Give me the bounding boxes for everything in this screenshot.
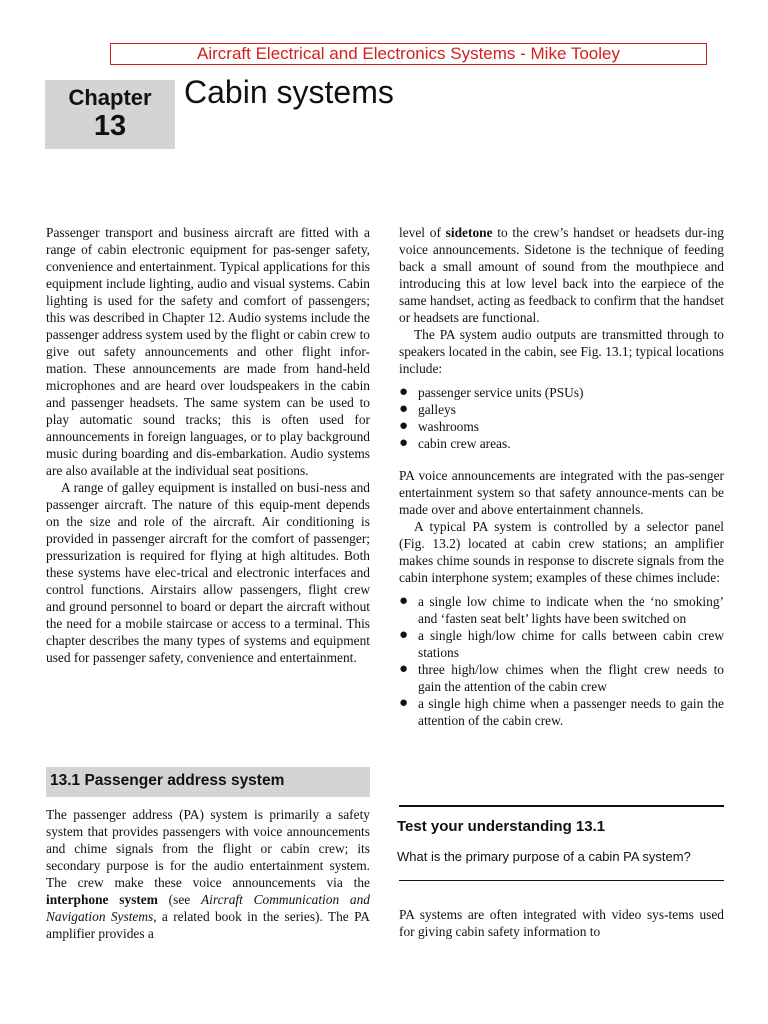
- list-item: ● galleys: [399, 401, 456, 417]
- list-item: ● passenger service units (PSUs): [399, 384, 584, 400]
- list-item: ● cabin crew areas.: [399, 435, 511, 451]
- book-header-banner: [110, 43, 707, 65]
- bullet-icon: ●: [399, 593, 409, 609]
- bullet-icon: ●: [399, 401, 409, 417]
- chapter-word: Chapter: [68, 85, 152, 110]
- list-item: ● a single high/low chime for calls between cabin crew stations: [399, 627, 724, 660]
- chimes-list: [399, 593, 724, 729]
- test-your-understanding-box: [399, 805, 724, 881]
- selector-panel-paragraph: A typical PA system is controlled by a selector panel (Fig. 13.2) located at cabin crew stations; an amplifier makes chime sounds in response to discrete signals from the cabin interphone system; examples of these chimes include:: [399, 519, 724, 585]
- test-box-question: What is the primary purpose of a cabin PA system?: [397, 849, 691, 864]
- bullet-icon: ●: [399, 435, 409, 451]
- bullet-icon: ●: [399, 627, 409, 643]
- left-column: [46, 224, 370, 666]
- test-box-title: Test your understanding 13.1: [397, 818, 606, 835]
- right-column: [399, 224, 724, 744]
- intro-paragraph-1: Passenger transport and business aircraft are fitted with a range of cabin electronic equipment for pas-senger safety, convenience and entertainment. Typical applications for this equipment include lighting, audio and visual systems. Cabin lighting is used for the safety and comfort of passengers; this was described in Chapter 12. Audio systems include the passenger address system used by the flight or cabin crew to give out safety announcements and other flight infor-mation. These announcements are made from hand-held microphones and are heard over loudspeakers in the cabin and passenger headsets. The same system can be used to play automatic sound tracks; this is often used for announcements in foreign languages, or to play background music during boarding and dis-embarkation. Audio systems are also available at the individual seat positions.: [46, 225, 370, 478]
- pa-intro-paragraph: [46, 806, 370, 942]
- integration-paragraph: PA voice announcements are integrated with the pas-senger entertainment system so that safety announce-ments can be made over and above entertainment channels.: [399, 468, 724, 517]
- bullet-icon: ●: [399, 695, 409, 711]
- list-item: ● a single high chime when a passenger needs to gain the attention of the cabin crew.: [399, 695, 724, 728]
- interphone-term: interphone system: [46, 892, 158, 907]
- bullet-icon: ●: [399, 661, 409, 677]
- sidetone-text-b: to the crew’s handset or headsets dur-ing voice announcements. Sidetone is the technique of feeding back a small amount of sound from the mouthpiece and introducing this at low level back into the earpiece of the same handset, acting as feedback to confirm that the handset or headsets are functional.: [399, 225, 724, 325]
- list-item: ● three high/low chimes when the flight crew needs to gain the attention of the cabin crew: [399, 661, 724, 694]
- bullet-icon: ●: [399, 384, 409, 400]
- pa-outputs-paragraph: The PA system audio outputs are transmitted through to speakers located in the cabin, see Fig. 13.1; typical locations include:: [399, 327, 724, 376]
- intro-paragraph-2: A range of galley equipment is installed on busi-ness and passenger aircraft. The nature of this equip-ment depends on the size and role of the aircraft. Air conditioning is provided in passenger aircraft for the comfort of passenger; pressurization is required for flying at high altitudes. Both these systems have elec-trical and electronic interfaces and control functions. Airstairs allow passengers, flight crew and ground personnel to board or depart the aircraft without the need for a mobile staircase or access to a terminal. This chapter describes the many types of systems and equipment used for passenger safety, convenience and entertainment.: [46, 480, 370, 665]
- bottom-right-paragraph: [399, 906, 724, 940]
- pa-text-b: (see: [157, 892, 201, 907]
- pa-text-a: The passenger address (PA) system is primarily a safety system that provides passengers with voice announcements and chime signals from the flight or cabin crew; its secondary purpose is for the audio entertainment system. The crew make these voice announcements via the: [46, 807, 370, 890]
- chapter-title: Cabin systems: [184, 74, 394, 110]
- video-systems-paragraph: PA systems are often integrated with video sys-tems used for giving cabin safety information to: [399, 907, 724, 939]
- bullet-icon: ●: [399, 418, 409, 434]
- list-item: ● a single low chime to indicate when the ‘no smoking’ and ‘fasten seat belt’ lights have been switched on: [399, 593, 724, 626]
- chapter-number: 13: [93, 110, 127, 142]
- section-paragraph: [46, 806, 370, 942]
- chapter-label-box: [45, 80, 175, 149]
- book-reference: Aircraft Communication and Navigation Systems: [46, 892, 370, 924]
- sidetone-text-a: level of: [399, 225, 446, 240]
- list-item: ● washrooms: [399, 418, 479, 434]
- speaker-locations-list: [399, 384, 724, 452]
- pa-text-c: , a related book in the series). The PA amplifier provides a: [46, 909, 370, 941]
- section-heading: 13.1 Passenger address system: [46, 767, 370, 797]
- sidetone-paragraph: [399, 224, 724, 326]
- banner-text: Aircraft Electrical and Electronics Systems - Mike Tooley: [197, 44, 620, 63]
- sidetone-term: sidetone: [445, 225, 493, 240]
